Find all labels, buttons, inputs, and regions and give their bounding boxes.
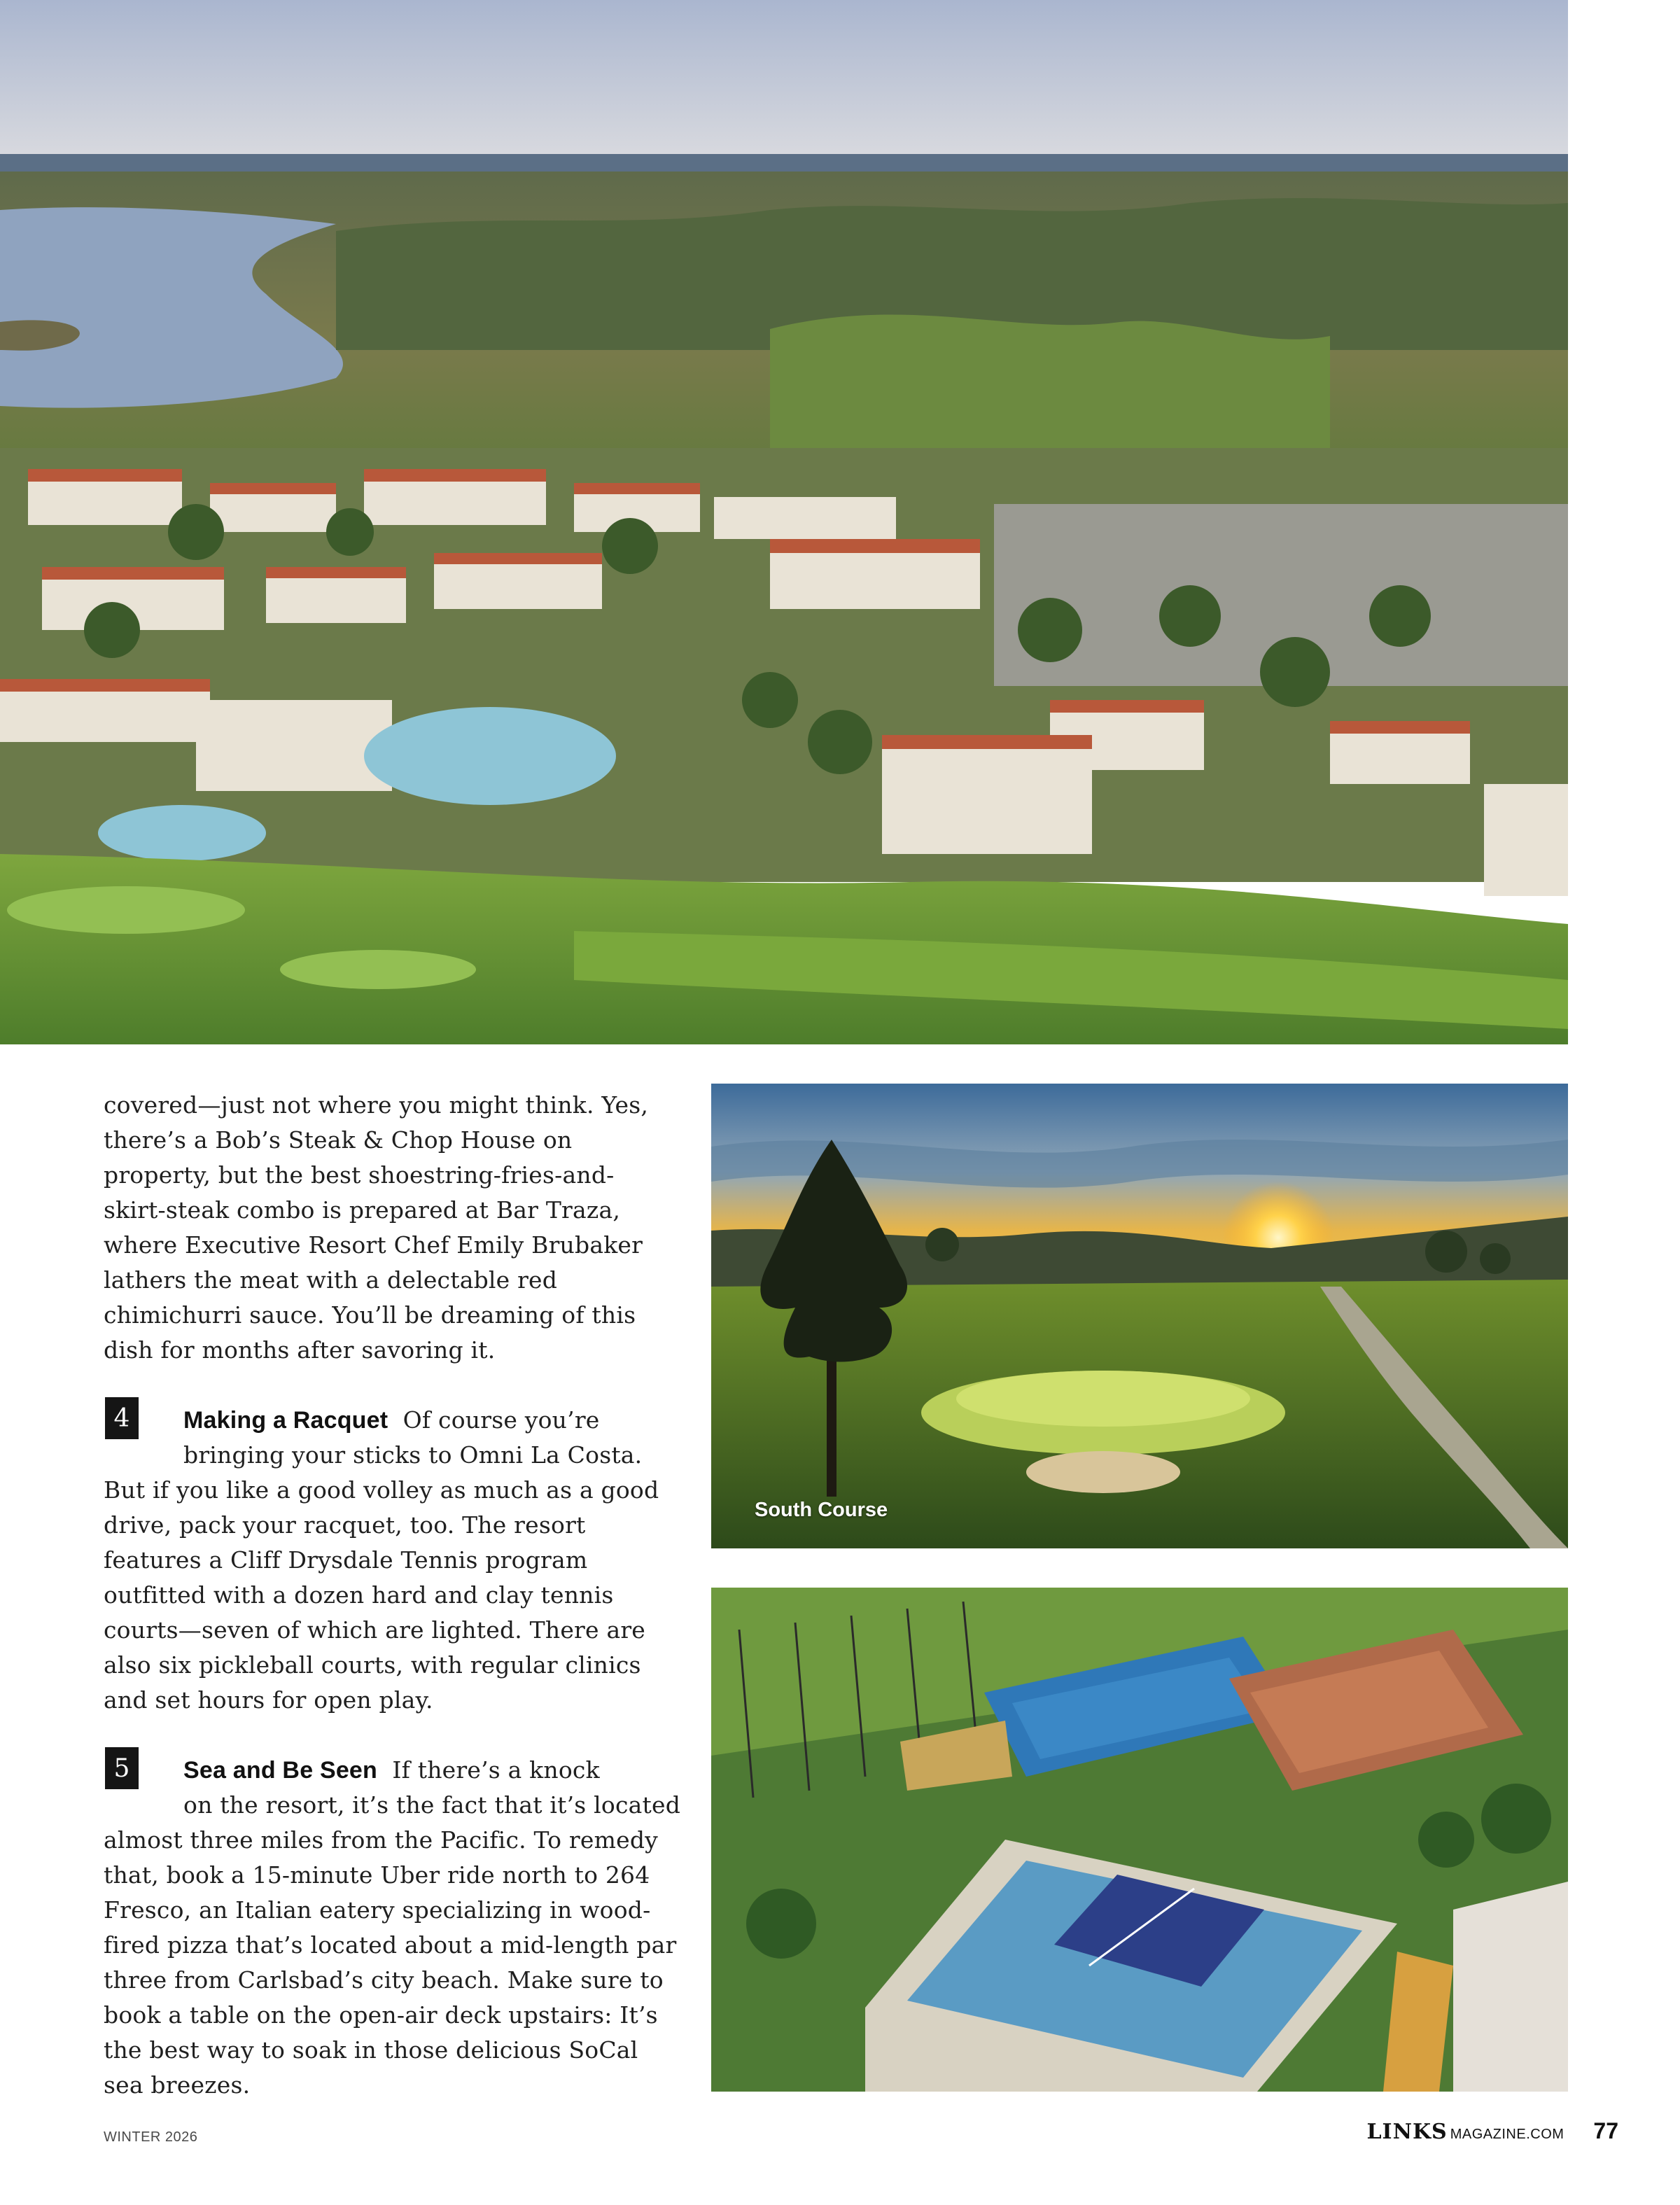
text-line: lathers the meat with a delectable red — [104, 1266, 558, 1294]
text-line: But if you like a good volley as much as a good — [104, 1476, 659, 1504]
footer-issue: WINTER 2026 — [104, 2129, 198, 2145]
text-line: that, book a 15-minute Uber ride north to 264 — [104, 1861, 650, 1889]
text-line: chimichurri sauce. You’ll be dreaming of this — [104, 1301, 636, 1329]
item-number-badge: 4 — [105, 1397, 139, 1439]
hero-aerial-photo — [0, 0, 1568, 1044]
south-course-illustration — [711, 1084, 1568, 1548]
text-line: drive, pack your racquet, too. The resort — [104, 1511, 586, 1539]
text-line: sea breezes. — [104, 2071, 251, 2099]
text-line: almost three miles from the Pacific. To remedy — [104, 1826, 658, 1854]
text-line: also six pickleball courts, with regular clinics — [104, 1651, 641, 1679]
text-line: If there’s a knock — [392, 1756, 600, 1784]
text-line: covered—just not where you might think. Yes, — [104, 1091, 649, 1119]
intro-paragraph — [104, 1088, 664, 1368]
section-making-a-racquet — [104, 1403, 664, 1718]
text-line: Fresco, an Italian eatery specializing in wood- — [104, 1896, 651, 1924]
section-first-line — [104, 1403, 664, 1438]
page-number: 77 — [1593, 2118, 1618, 2143]
item-number-badge: 5 — [105, 1747, 139, 1789]
text-line: the best way to soak in those delicious SoCal — [104, 2036, 638, 2064]
footer-right — [1366, 2118, 1618, 2144]
text-line: skirt-steak combo is prepared at Bar Traza, — [104, 1196, 621, 1224]
text-line: features a Cliff Drysdale Tennis program — [104, 1546, 588, 1574]
text-line: bringing your sticks to Omni La Costa. — [183, 1441, 643, 1469]
text-line: property, but the best shoestring-fries-and- — [104, 1161, 615, 1189]
text-line: three from Carlsbad’s city beach. Make sure to — [104, 1966, 664, 1994]
text-line: Of course you’re — [402, 1406, 600, 1434]
text-line: where Executive Resort Chef Emily Brubaker — [104, 1231, 643, 1259]
text-line: fired pizza that’s located about a mid-length par — [104, 1931, 677, 1959]
text-line: book a table on the open-air deck upstairs: It’s — [104, 2001, 658, 2029]
text-line: and set hours for open play. — [104, 1686, 433, 1714]
tennis-courts-photo — [711, 1588, 1568, 2092]
text-line: outfitted with a dozen hard and clay tennis — [104, 1581, 614, 1609]
section-first-line — [104, 1753, 664, 1788]
text-line: courts—seven of which are lighted. There are — [104, 1616, 646, 1644]
section-heading: Making a Racquet — [183, 1407, 388, 1434]
magazine-site: MAGAZINE.COM — [1450, 2127, 1564, 2142]
text-line: dish for months after savoring it. — [104, 1336, 496, 1364]
section-sea-and-be-seen — [104, 1753, 681, 2103]
tennis-courts-illustration — [711, 1588, 1568, 2092]
hero-aerial-illustration — [0, 0, 1568, 1044]
section-heading: Sea and Be Seen — [183, 1757, 378, 1784]
text-line: there’s a Bob’s Steak & Chop House on — [104, 1126, 573, 1154]
text-line: on the resort, it’s the fact that it’s located — [183, 1791, 681, 1819]
photo-caption: South Course — [755, 1499, 888, 1521]
south-course-photo — [711, 1084, 1568, 1548]
magazine-brand: LINKS — [1366, 2120, 1448, 2144]
